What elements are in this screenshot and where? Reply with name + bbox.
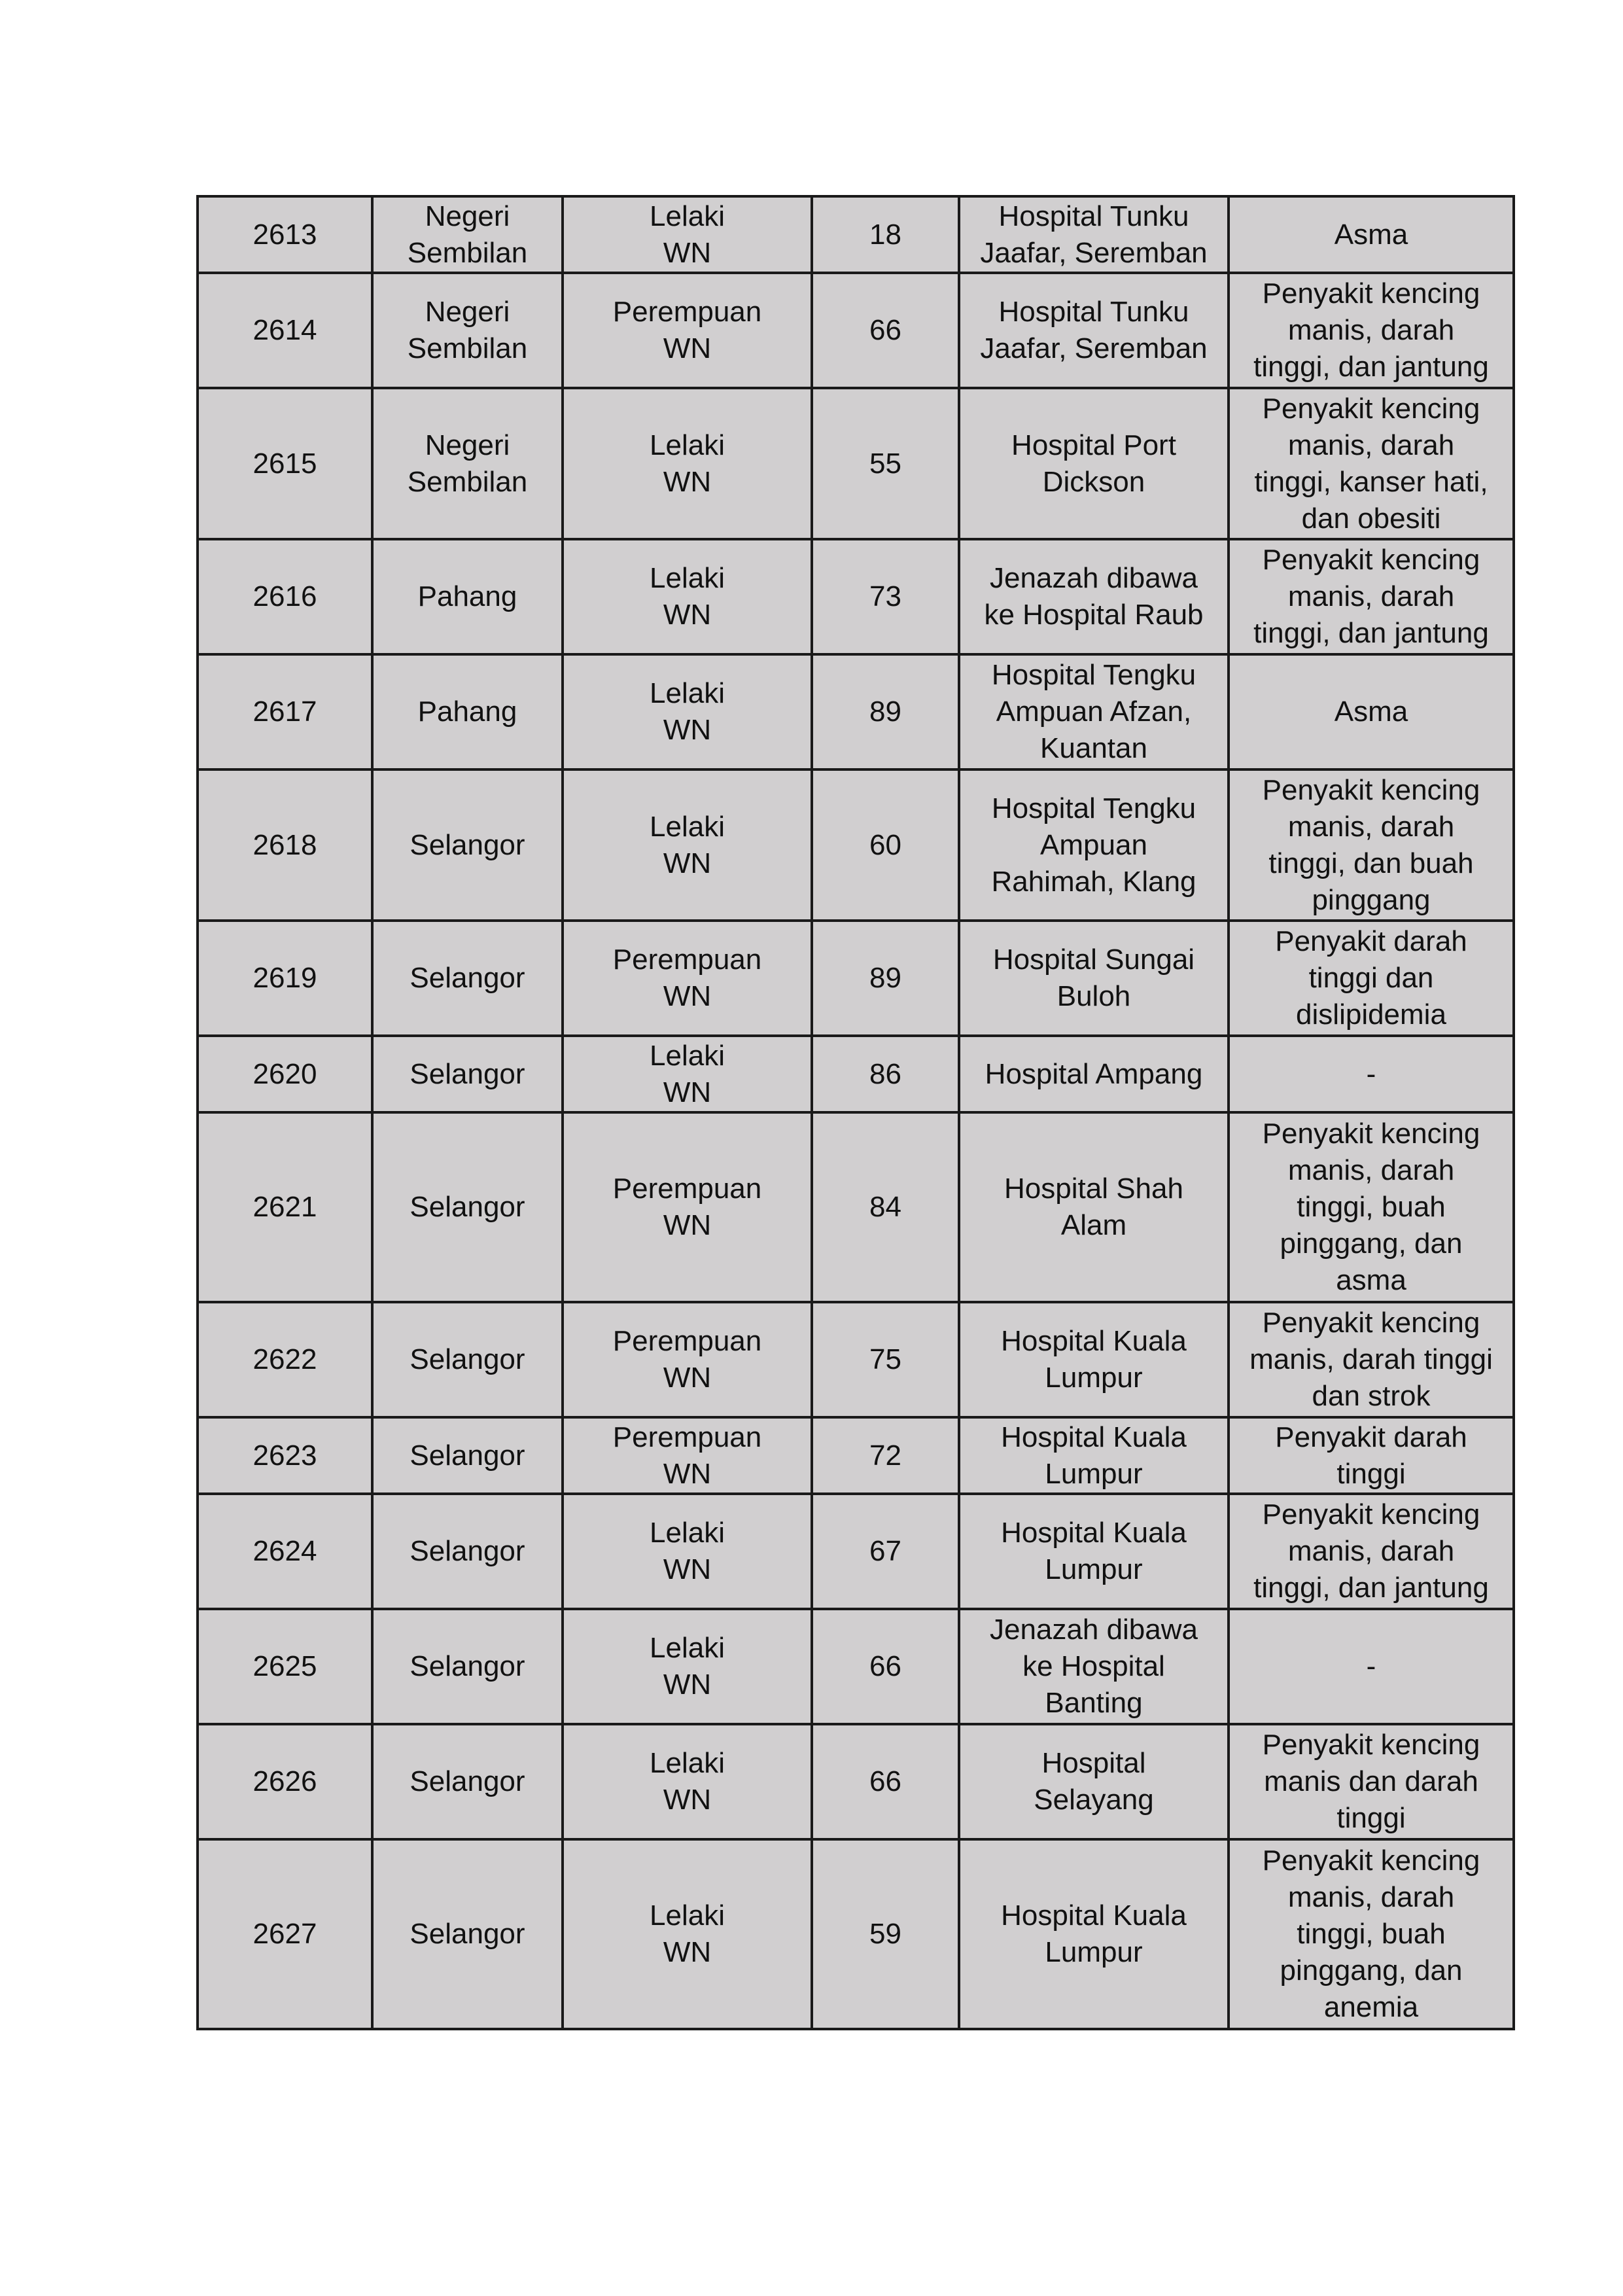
state-cell <box>372 196 563 273</box>
state-cell-line: Selangor <box>410 1439 525 1472</box>
table-row <box>198 1724 1514 1839</box>
medical-history-cell-line: dan strok <box>1312 1380 1431 1412</box>
state-cell <box>372 1417 563 1494</box>
death-location-cell <box>959 654 1229 769</box>
death-location-cell-line: Hospital Kuala <box>1001 1517 1187 1549</box>
state-cell-line: Selangor <box>410 1918 525 1950</box>
gender-nationality-cell-line: WN <box>663 980 712 1012</box>
death-location-cell <box>959 921 1229 1036</box>
medical-history-cell <box>1229 388 1514 539</box>
medical-history-cell-line: pinggang, dan <box>1280 1227 1463 1260</box>
death-location-cell-line: Jenazah dibawa <box>989 1614 1198 1646</box>
gender-nationality-cell-line: Lelaki <box>650 1899 725 1932</box>
medical-history-cell-line: manis, darah tinggi <box>1249 1343 1493 1375</box>
table-row <box>198 1302 1514 1417</box>
medical-history-cell-line: - <box>1366 1057 1376 1090</box>
state-cell-line: Selangor <box>410 828 525 861</box>
death-location-cell <box>959 1302 1229 1417</box>
state-cell <box>372 921 563 1036</box>
medical-history-cell <box>1229 1417 1514 1494</box>
state-cell <box>372 1609 563 1724</box>
age-cell: 89 <box>812 654 959 769</box>
death-location-cell-line: Hospital Kuala <box>1001 1325 1187 1357</box>
table-row <box>198 273 1514 388</box>
table-row <box>198 388 1514 539</box>
state-cell-line: Selangor <box>410 1535 525 1567</box>
death-location-cell-line: Hospital Shah <box>1004 1173 1183 1205</box>
gender-nationality-cell-line: WN <box>663 465 712 498</box>
gender-nationality-cell-line: WN <box>663 1936 712 1968</box>
death-location-cell-line: Selayang <box>1034 1784 1154 1816</box>
state-cell <box>372 1724 563 1839</box>
state-cell-line: Selangor <box>410 1650 525 1682</box>
state-cell-line: Negeri <box>425 296 510 328</box>
case-number-cell: 2625 <box>198 1609 372 1724</box>
state-cell <box>372 654 563 769</box>
death-location-cell-line: Jaafar, Seremban <box>980 332 1208 364</box>
state-cell-line: Selangor <box>410 1057 525 1090</box>
case-number-cell: 2624 <box>198 1494 372 1609</box>
medical-history-cell-line: Asma <box>1334 218 1408 251</box>
state-cell <box>372 1302 563 1417</box>
state-cell-line: Negeri <box>425 200 510 232</box>
medical-history-cell <box>1229 1609 1514 1724</box>
medical-history-cell-line: Asma <box>1334 696 1408 728</box>
medical-history-cell-line: tinggi, buah <box>1297 1191 1446 1223</box>
death-cases-table <box>196 195 1515 2030</box>
state-cell-line: Pahang <box>417 580 517 612</box>
death-location-cell-line: ke Hospital Raub <box>984 599 1204 631</box>
state-cell <box>372 1036 563 1112</box>
medical-history-cell-line: manis, darah <box>1287 314 1455 346</box>
age-cell: 75 <box>812 1302 959 1417</box>
case-number-cell: 2621 <box>198 1112 372 1302</box>
gender-nationality-cell <box>563 1724 812 1839</box>
gender-nationality-cell-line: WN <box>663 332 712 364</box>
age-cell: 66 <box>812 1609 959 1724</box>
case-number-cell: 2622 <box>198 1302 372 1417</box>
death-location-cell-line: Ampuan Afzan, <box>996 696 1192 728</box>
gender-nationality-cell-line: WN <box>663 236 712 269</box>
death-location-cell-line: Hospital Port <box>1011 429 1176 461</box>
gender-nationality-cell-line: Lelaki <box>650 810 725 843</box>
medical-history-cell-line: Penyakit kencing <box>1262 773 1480 806</box>
gender-nationality-cell-line: Perempuan <box>612 1325 762 1357</box>
gender-nationality-cell-line: WN <box>663 1669 712 1701</box>
medical-history-cell <box>1229 1036 1514 1112</box>
case-number-cell: 2616 <box>198 539 372 654</box>
case-number-cell: 2620 <box>198 1036 372 1112</box>
death-location-cell-line: Hospital Sungai <box>992 944 1195 976</box>
age-cell: 89 <box>812 921 959 1036</box>
table-row <box>198 921 1514 1036</box>
age-cell: 84 <box>812 1112 959 1302</box>
state-cell-line: Negeri <box>425 429 510 461</box>
state-cell <box>372 1839 563 2029</box>
gender-nationality-cell-line: Perempuan <box>612 944 762 976</box>
death-location-cell-line: Dickson <box>1042 465 1145 498</box>
gender-nationality-cell-line: Lelaki <box>650 200 725 232</box>
medical-history-cell-line: manis, darah <box>1287 1881 1455 1913</box>
medical-history-cell-line: tinggi, dan buah <box>1268 847 1474 879</box>
case-number-cell: 2619 <box>198 921 372 1036</box>
state-cell-line: Sembilan <box>407 465 528 498</box>
medical-history-cell <box>1229 1724 1514 1839</box>
medical-history-cell-line: manis, darah <box>1287 810 1455 843</box>
death-location-cell <box>959 1494 1229 1609</box>
medical-history-cell-line: anemia <box>1323 1991 1419 2023</box>
state-cell <box>372 539 563 654</box>
death-location-cell-line: Lumpur <box>1045 1936 1143 1968</box>
table-row <box>198 654 1514 769</box>
death-location-cell-line: Jenazah dibawa <box>989 562 1198 594</box>
case-number-cell: 2615 <box>198 388 372 539</box>
medical-history-cell-line: dan obesiti <box>1301 502 1441 535</box>
table-body <box>198 196 1514 2029</box>
case-number-cell: 2618 <box>198 769 372 921</box>
medical-history-cell-line: manis, darah <box>1287 1535 1455 1567</box>
gender-nationality-cell <box>563 1839 812 2029</box>
medical-history-cell-line: - <box>1366 1650 1376 1682</box>
gender-nationality-cell-line: WN <box>663 714 712 746</box>
gender-nationality-cell-line: Lelaki <box>650 1039 725 1072</box>
death-location-cell-line: Hospital Tengku <box>991 792 1196 824</box>
gender-nationality-cell-line: Lelaki <box>650 429 725 461</box>
medical-history-cell <box>1229 1112 1514 1302</box>
death-location-cell <box>959 539 1229 654</box>
death-location-cell <box>959 769 1229 921</box>
death-location-cell-line: Hospital Tengku <box>991 659 1196 691</box>
death-location-cell-line: Ampuan <box>1040 828 1147 861</box>
age-cell: 55 <box>812 388 959 539</box>
medical-history-cell-line: tinggi, buah <box>1297 1918 1446 1950</box>
state-cell-line: Selangor <box>410 1765 525 1797</box>
death-location-cell <box>959 1112 1229 1302</box>
age-cell: 59 <box>812 1839 959 2029</box>
death-location-cell-line: Hospital Tunku <box>998 200 1189 232</box>
state-cell-line: Selangor <box>410 1343 525 1375</box>
medical-history-cell <box>1229 654 1514 769</box>
death-location-cell <box>959 273 1229 388</box>
death-location-cell-line: Buloh <box>1056 980 1131 1012</box>
case-number-cell: 2613 <box>198 196 372 273</box>
state-cell-line: Selangor <box>410 962 525 994</box>
medical-history-cell <box>1229 921 1514 1036</box>
gender-nationality-cell <box>563 1036 812 1112</box>
gender-nationality-cell-line: WN <box>663 847 712 879</box>
medical-history-cell-line: tinggi, dan jantung <box>1253 351 1489 383</box>
table-row <box>198 1417 1514 1494</box>
gender-nationality-cell-line: Lelaki <box>650 1632 725 1664</box>
medical-history-cell-line: Penyakit darah <box>1275 1421 1467 1453</box>
gender-nationality-cell-line: Lelaki <box>650 1747 725 1779</box>
gender-nationality-cell <box>563 1417 812 1494</box>
gender-nationality-cell-line: Lelaki <box>650 1517 725 1549</box>
medical-history-cell-line: Penyakit kencing <box>1262 1729 1480 1761</box>
gender-nationality-cell-line: Perempuan <box>612 1173 762 1205</box>
medical-history-cell-line: tinggi dan <box>1308 962 1434 994</box>
medical-history-cell-line: tinggi, kanser hati, <box>1254 465 1488 498</box>
age-cell: 73 <box>812 539 959 654</box>
table-row <box>198 1839 1514 2029</box>
table-row <box>198 196 1514 273</box>
state-cell <box>372 1112 563 1302</box>
death-location-cell-line: Hospital Kuala <box>1001 1421 1187 1453</box>
medical-history-cell-line: tinggi <box>1336 1457 1406 1490</box>
death-location-cell-line: Banting <box>1045 1687 1143 1719</box>
state-cell-line: Selangor <box>410 1191 525 1223</box>
gender-nationality-cell <box>563 196 812 273</box>
medical-history-cell-line: asma <box>1336 1264 1406 1296</box>
gender-nationality-cell-line: WN <box>663 599 712 631</box>
death-location-cell-line: Hospital Tunku <box>998 296 1189 328</box>
table-row <box>198 1036 1514 1112</box>
state-cell-line: Sembilan <box>407 236 528 269</box>
medical-history-cell-line: manis, darah <box>1287 1154 1455 1186</box>
medical-history-cell-line: pinggang, dan <box>1280 1954 1463 1987</box>
medical-history-cell-line: Penyakit darah <box>1275 925 1467 957</box>
death-location-cell-line: Lumpur <box>1045 1553 1143 1585</box>
gender-nationality-cell <box>563 769 812 921</box>
death-location-cell <box>959 1417 1229 1494</box>
age-cell: 86 <box>812 1036 959 1112</box>
death-location-cell-line: Lumpur <box>1045 1457 1143 1490</box>
medical-history-cell-line: Penyakit kencing <box>1262 1307 1480 1339</box>
death-location-cell-line: Kuantan <box>1040 732 1147 764</box>
medical-history-cell <box>1229 1302 1514 1417</box>
state-cell <box>372 273 563 388</box>
gender-nationality-cell-line: Lelaki <box>650 562 725 594</box>
medical-history-cell-line: tinggi, dan jantung <box>1253 617 1489 649</box>
gender-nationality-cell-line: WN <box>663 1362 712 1394</box>
gender-nationality-cell <box>563 273 812 388</box>
table-row <box>198 1112 1514 1302</box>
table-row <box>198 1609 1514 1724</box>
gender-nationality-cell-line: Perempuan <box>612 1421 762 1453</box>
state-cell-line: Pahang <box>417 696 517 728</box>
medical-history-cell-line: Penyakit kencing <box>1262 1845 1480 1877</box>
age-cell: 67 <box>812 1494 959 1609</box>
medical-history-cell <box>1229 196 1514 273</box>
gender-nationality-cell-line: Perempuan <box>612 296 762 328</box>
death-location-cell <box>959 1036 1229 1112</box>
gender-nationality-cell-line: WN <box>663 1209 712 1241</box>
medical-history-cell-line: pinggang <box>1312 883 1431 916</box>
medical-history-cell <box>1229 1839 1514 2029</box>
state-cell <box>372 769 563 921</box>
death-location-cell <box>959 196 1229 273</box>
age-cell: 66 <box>812 1724 959 1839</box>
table-row <box>198 539 1514 654</box>
gender-nationality-cell-line: WN <box>663 1553 712 1585</box>
gender-nationality-cell <box>563 388 812 539</box>
table-row <box>198 1494 1514 1609</box>
gender-nationality-cell <box>563 921 812 1036</box>
death-location-cell-line: Rahimah, Klang <box>991 865 1196 898</box>
death-location-cell-line: Alam <box>1060 1209 1127 1241</box>
death-location-cell <box>959 388 1229 539</box>
medical-history-cell-line: Penyakit kencing <box>1262 1118 1480 1150</box>
gender-nationality-cell-line: WN <box>663 1784 712 1816</box>
age-cell: 72 <box>812 1417 959 1494</box>
death-location-cell <box>959 1609 1229 1724</box>
medical-history-cell-line: Penyakit kencing <box>1262 544 1480 576</box>
table-row <box>198 769 1514 921</box>
age-cell: 18 <box>812 196 959 273</box>
state-cell-line: Sembilan <box>407 332 528 364</box>
gender-nationality-cell <box>563 1609 812 1724</box>
gender-nationality-cell <box>563 1494 812 1609</box>
medical-history-cell-line: tinggi, dan jantung <box>1253 1572 1489 1604</box>
state-cell <box>372 1494 563 1609</box>
medical-history-cell-line: Penyakit kencing <box>1262 392 1480 425</box>
medical-history-cell <box>1229 769 1514 921</box>
death-location-cell-line: Hospital <box>1041 1747 1146 1779</box>
age-cell: 60 <box>812 769 959 921</box>
death-location-cell <box>959 1724 1229 1839</box>
medical-history-cell-line: manis, darah <box>1287 429 1455 461</box>
state-cell <box>372 388 563 539</box>
medical-history-cell <box>1229 273 1514 388</box>
case-number-cell: 2623 <box>198 1417 372 1494</box>
medical-history-cell-line: manis, darah <box>1287 580 1455 612</box>
case-number-cell: 2627 <box>198 1839 372 2029</box>
death-location-cell-line: Hospital Kuala <box>1001 1899 1187 1932</box>
death-location-cell-line: Jaafar, Seremban <box>980 236 1208 269</box>
gender-nationality-cell-line: Lelaki <box>650 677 725 709</box>
death-location-cell-line: Lumpur <box>1045 1362 1143 1394</box>
death-location-cell-line: ke Hospital <box>1022 1650 1165 1682</box>
gender-nationality-cell <box>563 654 812 769</box>
medical-history-cell-line: Penyakit kencing <box>1262 277 1480 309</box>
gender-nationality-cell <box>563 539 812 654</box>
medical-history-cell-line: Penyakit kencing <box>1262 1498 1480 1530</box>
gender-nationality-cell <box>563 1112 812 1302</box>
death-location-cell-line: Hospital Ampang <box>985 1057 1203 1090</box>
age-cell: 66 <box>812 273 959 388</box>
medical-history-cell <box>1229 1494 1514 1609</box>
case-number-cell: 2617 <box>198 654 372 769</box>
medical-history-cell-line: manis dan darah <box>1264 1765 1478 1797</box>
case-number-cell: 2626 <box>198 1724 372 1839</box>
medical-history-cell-line: dislipidemia <box>1296 998 1446 1031</box>
case-number-cell: 2614 <box>198 273 372 388</box>
gender-nationality-cell-line: WN <box>663 1457 712 1490</box>
medical-history-cell-line: tinggi <box>1336 1802 1406 1834</box>
medical-history-cell <box>1229 539 1514 654</box>
gender-nationality-cell-line: WN <box>663 1076 712 1108</box>
gender-nationality-cell <box>563 1302 812 1417</box>
death-location-cell <box>959 1839 1229 2029</box>
